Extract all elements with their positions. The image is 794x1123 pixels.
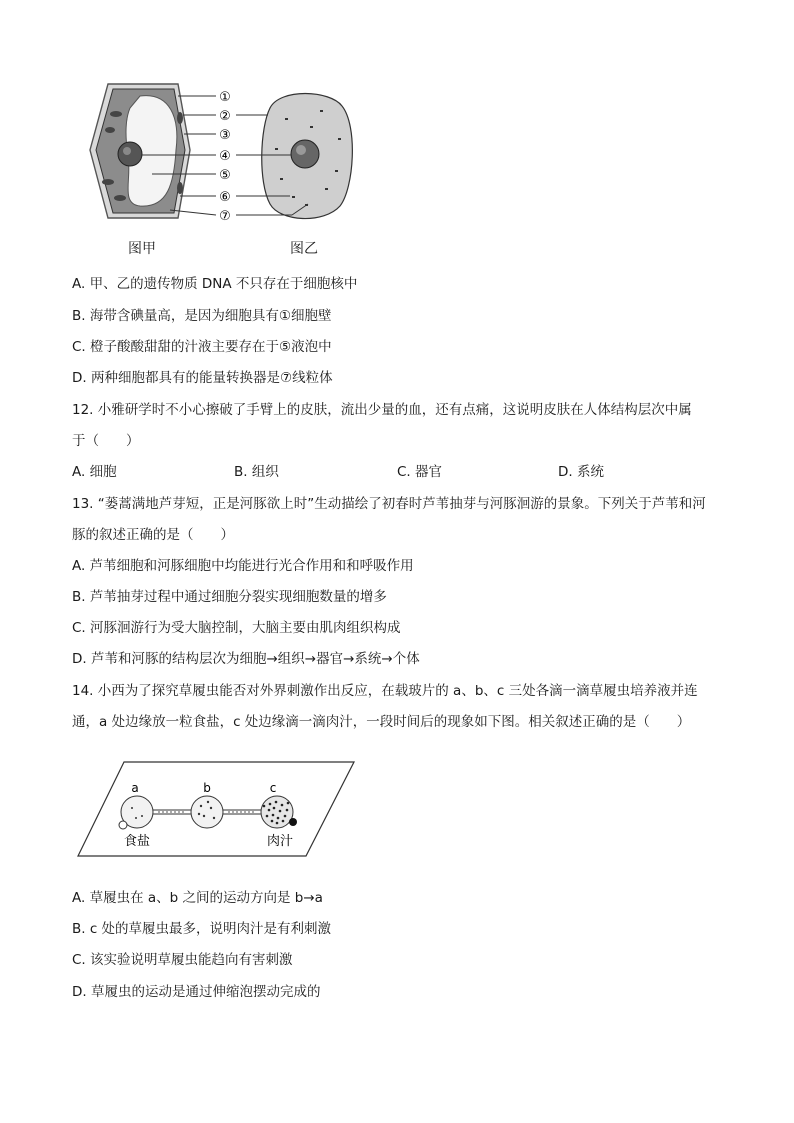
q12-options — [72, 462, 692, 482]
q14-option-a: A. 草履虫在 a、b 之间的运动方向是 b→a — [72, 890, 323, 906]
plant-nucleus — [118, 142, 142, 166]
slide-diagram — [74, 758, 358, 860]
q14-option-c: C. 该实验说明草履虫能趋向有害刺激 — [72, 952, 293, 968]
label-5: ⑤ — [219, 168, 231, 183]
chloroplast — [114, 195, 126, 201]
q12-option-d: D. 系统 — [558, 464, 604, 480]
salt-grain — [119, 821, 127, 829]
label-2: ② — [219, 109, 231, 124]
animal-nucleus — [291, 140, 319, 168]
q12-option-a: A. 细胞 — [72, 464, 117, 480]
q14-option-d: D. 草履虫的运动是通过伸缩泡摆动完成的 — [72, 984, 321, 1000]
chloroplast — [105, 127, 115, 133]
q11-option-b: B. 海带含碘量高，是因为细胞具有①细胞壁 — [72, 308, 332, 324]
q12-option-b: B. 组织 — [234, 464, 279, 480]
q12-stem-line1: 12. 小雅研学时不小心擦破了手臂上的皮肤，流出少量的血，还有点痛，这说明皮肤在人体结构层次中属 — [72, 402, 692, 418]
q14-stem-line1: 14. 小西为了探究草履虫能否对外界刺激作出反应，在载玻片的 a、b、c 三处各滴一滴草履虫培养液并连 — [72, 683, 698, 699]
label-meat-juice: 肉汁 — [266, 834, 294, 849]
label-7: ⑦ — [219, 209, 231, 224]
drop-b — [191, 796, 223, 828]
q13-option-a: A. 芦苇细胞和河豚细胞中均能进行光合作用和和呼吸作用 — [72, 558, 414, 574]
caption-figure-yi: 图乙 — [290, 241, 318, 257]
label-6: ⑥ — [219, 190, 231, 205]
q11-option-c: C. 橙子酸酸甜甜的汁液主要存在于⑤液泡中 — [72, 339, 332, 355]
label-drop-b: b — [203, 781, 211, 795]
label-drop-c: c — [269, 781, 277, 795]
label-3: ③ — [219, 128, 231, 143]
cell-diagram — [80, 78, 370, 228]
label-1: ① — [219, 90, 231, 105]
chloroplast — [110, 111, 122, 117]
q13-stem-line2: 豚的叙述正确的是（ ） — [72, 527, 234, 543]
q13-option-c: C. 河豚洄游行为受大脑控制，大脑主要由肌肉组织构成 — [72, 620, 401, 636]
q12-option-c: C. 器官 — [397, 464, 443, 480]
q13-option-b: B. 芦苇抽芽过程中通过细胞分裂实现细胞数量的增多 — [72, 589, 387, 605]
q13-option-d: D. 芦苇和河豚的结构层次为细胞→组织→器官→系统→个体 — [72, 651, 420, 667]
chloroplast — [177, 182, 183, 194]
chloroplast — [102, 179, 114, 185]
q12-stem-line2: 于（ ） — [72, 433, 140, 449]
meat-juice-drop — [289, 818, 297, 826]
chloroplast — [177, 112, 183, 124]
label-drop-a: a — [131, 781, 139, 795]
q13-stem-line1: 13. “蒌蒿满地芦芽短，正是河豚欲上时”生动描绘了初春时芦苇抽芽与河豚洄游的景象。下列关于芦苇和河 — [72, 496, 706, 512]
q14-option-b: B. c 处的草履虫最多，说明肉汁是有利刺激 — [72, 921, 332, 937]
label-salt: 食盐 — [123, 834, 151, 849]
q11-option-a: A. 甲、乙的遗传物质 DNA 不只存在于细胞核中 — [72, 276, 358, 292]
q11-option-d: D. 两种细胞都具有的能量转换器是⑦线粒体 — [72, 370, 333, 386]
label-4: ④ — [219, 149, 231, 164]
caption-figure-jia: 图甲 — [128, 241, 156, 257]
q14-stem-line2: 通，a 处边缘放一粒食盐，c 处边缘滴一滴肉汁，一段时间后的现象如下图。相关叙述正确的是（ ） — [72, 714, 691, 730]
